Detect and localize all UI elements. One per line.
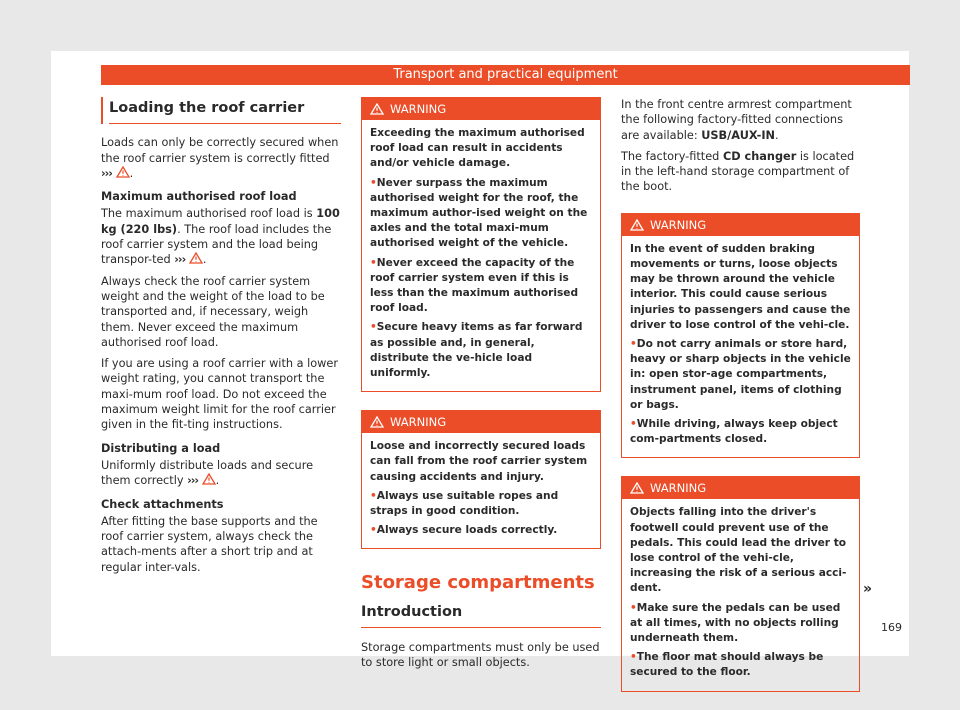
page-number: 169 xyxy=(881,621,902,634)
warning-box xyxy=(361,97,601,392)
warning-intro: Exceeding the maximum authorised roof load can result in accidents and/or vehicle damage. xyxy=(370,127,585,170)
warning-intro: Objects falling into the driver's footwell could prevent use of the pedals. This could lead the driver to lose control of the vehi-cle, increasing the risk of a serious acci-dent. xyxy=(630,506,847,595)
reference-arrows: ››› xyxy=(101,166,112,180)
chapter-header: Transport and practical equipment xyxy=(101,65,910,85)
warning-bullet: • While driving, always keep object com-partments closed. xyxy=(630,417,851,447)
warning-triangle-icon xyxy=(116,166,130,178)
warning-triangle-icon xyxy=(202,473,216,485)
roof-load-value: 100 kg (220 lbs) xyxy=(101,207,340,236)
warning-bullet: • Never surpass the maximum authorised weight for the roof, the maximum author-ised weight on the axles and the total maxi-mum authorised weight of the vehicle. xyxy=(370,176,592,252)
subheading: Check attachments xyxy=(101,497,224,511)
paragraph: Storage compartments must only be used to store light or small objects. xyxy=(361,641,600,670)
warning-box xyxy=(361,410,601,549)
paragraph xyxy=(101,206,341,267)
warning-triangle-icon xyxy=(630,482,644,494)
paragraph xyxy=(101,135,341,181)
subsection-title: Introduction xyxy=(361,605,601,628)
text: is located in the left-hand storage compartment of the boot. xyxy=(621,149,855,194)
section-title: Loading the roof carrier xyxy=(109,97,341,124)
period: . xyxy=(202,253,207,267)
warning-box xyxy=(621,213,860,459)
text: In the front centre armrest compartment the following factory-fitted connections are available: xyxy=(621,98,852,142)
section-heading: Storage compartments xyxy=(361,572,595,594)
warning-body xyxy=(622,499,859,690)
text: Loads can only be correctly secured when the roof carrier system is correctly fitted xyxy=(101,136,339,165)
warning-label: WARNING xyxy=(390,102,447,116)
text: The maximum authorised roof load is xyxy=(101,207,317,221)
warning-label: WARNING xyxy=(650,481,707,496)
connection-label: USB/AUX-IN xyxy=(701,128,775,142)
paragraph xyxy=(101,458,341,489)
subheading: Maximum authorised roof load xyxy=(101,190,297,204)
warning-box xyxy=(621,476,860,691)
section-title-wrap xyxy=(101,97,341,124)
subheading: Distributing a load xyxy=(101,441,221,455)
paragraph: Always check the roof carrier system weight and the weight of the load to be transported and, if necessary, weigh them. Never exceed the maximum authorised roof load. xyxy=(101,274,325,349)
warning-label: WARNING xyxy=(650,217,707,232)
warning-bullet: • Secure heavy items as far forward as possible and, in general, distribute the ve-hicle load uniformly. xyxy=(370,320,592,381)
paragraph: After fitting the base supports and the roof carrier system, always check the attach-ments after a short trip and at regular inter-vals. xyxy=(101,514,318,574)
reference-arrows: ››› xyxy=(174,253,186,267)
warning-bullet: • Always secure loads correctly. xyxy=(370,523,592,538)
warning-bullet: • The floor mat should always be secured to the floor. xyxy=(630,650,851,680)
cd-changer-label: CD changer xyxy=(722,149,797,163)
period: . xyxy=(129,166,134,180)
warning-body xyxy=(362,120,600,391)
text: The factory-fitted xyxy=(621,149,723,163)
warning-header xyxy=(362,98,600,120)
column-1 xyxy=(101,97,341,581)
warning-bullet: • Make sure the pedals can be used at all times, with no objects rolling underneath them. xyxy=(630,601,851,647)
text: . xyxy=(775,128,779,142)
paragraph: If you are using a roof carrier with a lower weight rating, you cannot transport the maxi-mum roof load. Do not exceed the maximum weight limit for the roof carrier given in the fit-ting instructions. xyxy=(101,357,339,432)
reference-arrows: ››› xyxy=(187,474,199,488)
warning-label: WARNING xyxy=(390,415,447,430)
period: . xyxy=(215,474,220,488)
warning-bullet: • Do not carry animals or store hard, heavy or sharp objects in the vehicle in: open stor-age compartments, instrument panel, items of clothing or bags. xyxy=(630,337,851,413)
manual-page xyxy=(51,51,909,679)
warning-intro: In the event of sudden braking movements or turns, loose objects may be thrown around the vehicle interior. This could cause serious injuries to passengers and cause the driver to lose control of the vehi-cle. xyxy=(630,242,851,331)
warning-triangle-icon xyxy=(189,252,203,264)
warning-body xyxy=(622,236,859,458)
warning-bullet: • Always use suitable ropes and straps in good condition. xyxy=(370,489,592,519)
warning-triangle-icon xyxy=(630,219,644,231)
warning-bullet: • Never exceed the capacity of the roof carrier system even if this is less than the maximum authorised roof load. xyxy=(370,256,592,317)
warning-header xyxy=(622,477,859,499)
text: . The roof load includes the roof carrier system and the load being transpor-ted xyxy=(101,222,332,267)
continued-mark: » xyxy=(863,581,873,597)
paragraph xyxy=(621,97,860,143)
paragraph xyxy=(621,149,860,195)
warning-header xyxy=(362,411,600,433)
warning-header xyxy=(622,214,859,236)
warning-body xyxy=(362,433,600,548)
warning-triangle-icon xyxy=(370,416,384,428)
column-3 xyxy=(621,97,860,710)
text: Uniformly distribute loads and secure them correctly xyxy=(101,458,314,488)
warning-intro: Loose and incorrectly secured loads can fall from the roof carrier system causing accidents and injury. xyxy=(370,440,588,483)
column-2 xyxy=(361,97,601,677)
warning-triangle-icon xyxy=(370,103,384,115)
